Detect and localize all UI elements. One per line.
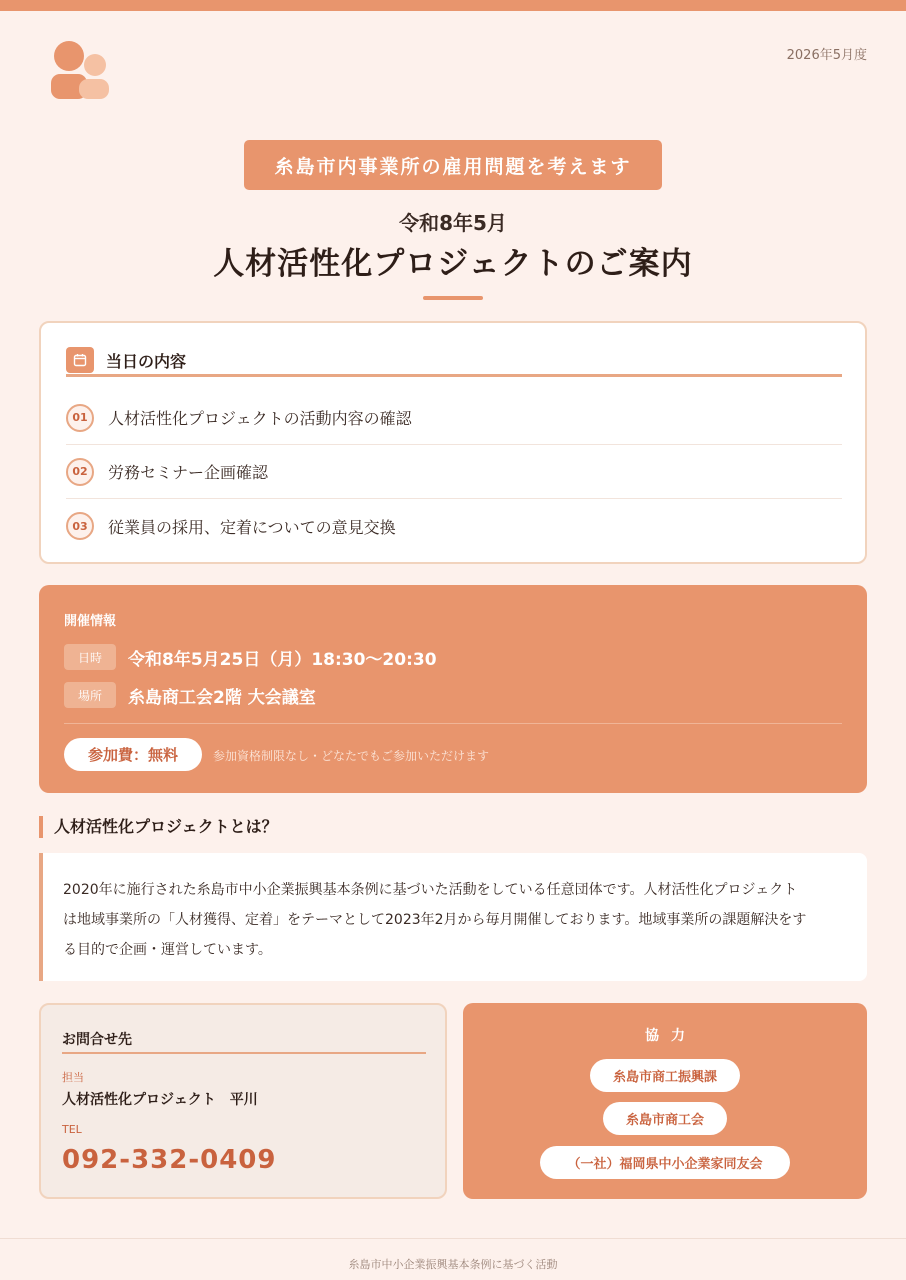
about-line: る目的で企画・運営しています。 [63, 942, 272, 958]
about-text-box [39, 853, 867, 981]
year-label: 2026年5月度 [786, 48, 867, 63]
date-value: 令和8年5月25日（月）18:30〜20:30 [128, 649, 437, 670]
person-label: 担当 [62, 1071, 84, 1084]
agenda-number: 02 [66, 458, 94, 486]
people-logo-icon [51, 41, 109, 101]
agenda-card [39, 321, 867, 564]
about-line: 2020年に施行された糸島市中小企業振興基本条例に基づいた活動をしている任意団体です。人材活性化プロジェクト [63, 882, 798, 898]
date-row [64, 644, 437, 670]
agenda-number: 01 [66, 404, 94, 432]
agenda-text: 労務セミナー企画確認 [108, 463, 269, 482]
agenda-title: 当日の内容 [106, 352, 187, 371]
cooperation-org: 糸島市商工会 [603, 1102, 727, 1135]
contact-person: 人材活性化プロジェクト 平川 [62, 1092, 258, 1108]
place-value: 糸島商工会2階 大会議室 [128, 687, 316, 708]
date-subtitle: 令和8年5月 [399, 211, 507, 235]
agenda-text: 人材活性化プロジェクトの活動内容の確認 [108, 409, 412, 428]
page-title: 人材活性化プロジェクトのご案内 [213, 246, 693, 282]
event-info-card [39, 585, 867, 793]
info-divider [64, 723, 842, 724]
agenda-number: 03 [66, 512, 94, 540]
cooperation-card [463, 1003, 867, 1199]
contact-card [39, 1003, 447, 1199]
agenda-item [66, 445, 842, 499]
about-heading: 人材活性化プロジェクトとは？ [39, 816, 278, 838]
agenda-header [66, 347, 842, 377]
title-underline [423, 296, 483, 300]
fee-badge: 参加費：無料 [64, 738, 202, 771]
agenda-text: 従業員の採用、定着についての意見交換 [108, 517, 396, 537]
cooperation-heading: 協力 [645, 1028, 697, 1044]
contact-heading: お問合せ先 [62, 1029, 426, 1054]
calendar-icon [66, 347, 94, 373]
tel-label: TEL [62, 1123, 82, 1136]
cooperation-org: 糸島市商工振興課 [590, 1059, 740, 1092]
fee-note: 参加資格制限なし・どなたでもご参加いただけます [213, 749, 490, 763]
agenda-item [66, 391, 842, 445]
place-tag: 場所 [64, 682, 116, 708]
contact-phone[interactable]: 092-332-0409 [62, 1145, 277, 1175]
date-tag: 日時 [64, 644, 116, 670]
event-info-label: 開催情報 [64, 614, 117, 629]
cooperation-org: （一社）福岡県中小企業家同友会 [540, 1146, 790, 1179]
agenda-item [66, 499, 842, 553]
footer-divider [0, 1238, 906, 1239]
tagline-banner: 糸島市内事業所の雇用問題を考えます [244, 140, 662, 190]
top-accent-bar [0, 0, 906, 11]
footer-text: 糸島市中小企業振興基本条例に基づく活動 [348, 1258, 558, 1271]
about-line: は地域事業所の「人材獲得、定着」をテーマとして2023年2月から毎月開催しております。地域事業所の課題解決をす [63, 912, 807, 928]
place-row [64, 682, 316, 708]
